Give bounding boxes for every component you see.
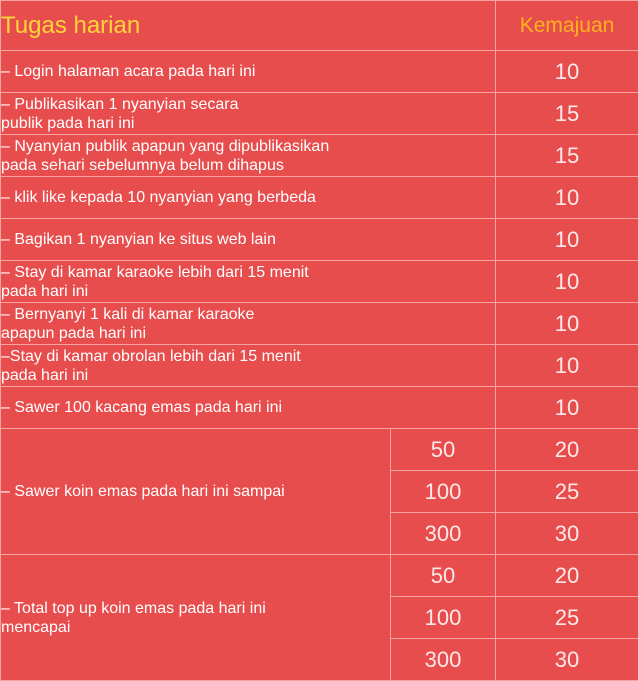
task-points: 10: [496, 345, 638, 387]
task-points: 10: [496, 51, 638, 93]
task-label: – Stay di kamar karaoke lebih dari 15 menit pada hari ini: [1, 261, 496, 303]
tier-amount: 300: [391, 513, 496, 555]
task-label: –Stay di kamar obrolan lebih dari 15 menit pada hari ini: [1, 345, 496, 387]
task-points: 10: [496, 303, 638, 345]
task-row: [1, 387, 638, 429]
task-points: 10: [496, 219, 638, 261]
task-label: – Sawer 100 kacang emas pada hari ini: [1, 387, 496, 429]
tier-amount: 50: [391, 429, 496, 471]
tier-points: 30: [496, 513, 638, 555]
task-points: 10: [496, 387, 638, 429]
task-label: – klik like kepada 10 nyanyian yang berbeda: [1, 177, 496, 219]
task-row: [1, 177, 638, 219]
task-row: [1, 135, 638, 177]
tiered-task-row: [1, 555, 638, 597]
table-header-row: [1, 1, 638, 51]
task-row: [1, 303, 638, 345]
tier-amount: 100: [391, 471, 496, 513]
task-column-header: Tugas harian: [1, 1, 496, 51]
tier-points: 25: [496, 597, 638, 639]
tier-points: 25: [496, 471, 638, 513]
task-row: [1, 51, 638, 93]
tier-points: 30: [496, 639, 638, 681]
tier-amount: 50: [391, 555, 496, 597]
task-label: – Publikasikan 1 nyanyian secara publik pada hari ini: [1, 93, 496, 135]
tiered-task-label: – Sawer koin emas pada hari ini sampai: [1, 429, 391, 555]
tiered-task-label: – Total top up koin emas pada hari ini mencapai: [1, 555, 391, 681]
progress-column-header: Kemajuan: [496, 1, 638, 51]
tier-points: 20: [496, 429, 638, 471]
task-row: [1, 219, 638, 261]
task-label: – Nyanyian publik apapun yang dipublikasikan pada sehari sebelumnya belum dihapus: [1, 135, 496, 177]
task-points: 15: [496, 93, 638, 135]
tiered-task-row: [1, 429, 638, 471]
task-label: – Bagikan 1 nyanyian ke situs web lain: [1, 219, 496, 261]
task-points: 10: [496, 261, 638, 303]
tier-amount: 300: [391, 639, 496, 681]
task-row: [1, 345, 638, 387]
task-label: – Bernyanyi 1 kali di kamar karaoke apapun pada hari ini: [1, 303, 496, 345]
task-points: 15: [496, 135, 638, 177]
task-row: [1, 93, 638, 135]
task-label: – Login halaman acara pada hari ini: [1, 51, 496, 93]
tier-points: 20: [496, 555, 638, 597]
task-row: [1, 261, 638, 303]
tier-amount: 100: [391, 597, 496, 639]
task-points: 10: [496, 177, 638, 219]
